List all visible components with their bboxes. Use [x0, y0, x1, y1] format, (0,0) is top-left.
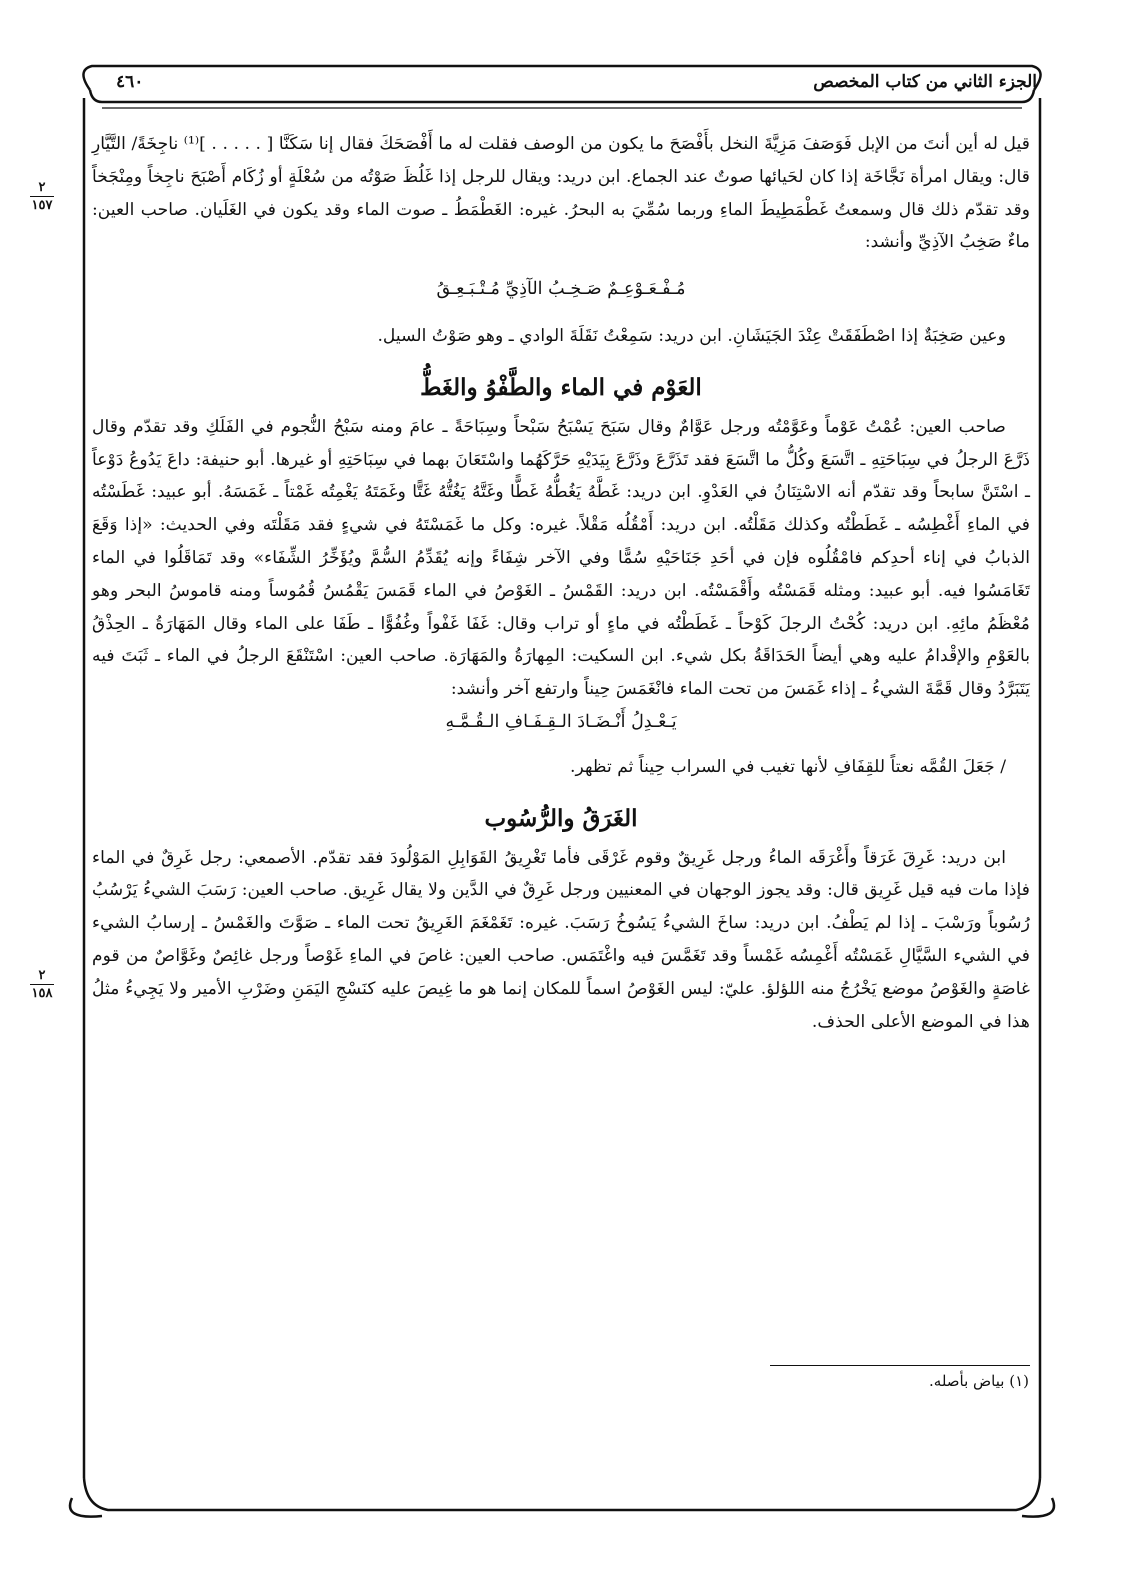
margin-reference-folio: ١٥٨ [31, 986, 53, 1001]
paragraph: / جَعَلَ القُمَّه نعتاً للقِفَافِ لأنها تغيب في السراب حِيناً ثم تظهر. [570, 756, 1006, 777]
paragraph: صاحب العين: عُمْتُ عَوْماً وعَوَّمْتُه ورجل عَوَّامٌ وقال سَبَحَ يَسْبَحُ سَبْحاً وسِبَاحَةً ـ عامَ ومنه سَبْحُ النُّجوم في الفَلَكِ وقد تقدّم وقال ذَرَّعَ الرجلُ في سِبَاحَتِهِ ـ اتَّسَعَ وكُلُّ ما اتَّسَعَ فقد تَذَرَّعَ وذَرَّعَ بِيَدَيْهِ حَرَّكَهُما واسْتَعَانَ بهما في سِبَاحَتِهِ أو غيرها. أبو حنيفة: داعَ يَدُوعُ دَوْعاً ـ اسْتَنَّ سابحاً وقد تقدّم أنه الاسْتِنَانُ في العَدْوِ. ابن دريد: غَطَّهُ يَغُطُّهُ غَطًّا وغَتَّهُ يَغُتُّهُ غَتًّا وغَمَتَهُ يَغْمِتُه غَمْتاً ـ غَمَسَهُ. أبو عبيد: غَطَسْتُه في الماءِ أَغْطِسُه ـ غَطَطْتُه وكذلك مَقَلْتُه. ابن دريد: أَمْقُلُه مَقْلاً. غيره: وكل ما غَمَسْتَهُ في شيءٍ فقد مَقَلْتَه وفي الحديث: «إذا وَقَعَ الذبابُ في إناء أحدِكم فامْقُلُوه فإن في أحَدِ جَنَاحَيْهِ سُمًّا وفي الآخر شِفَاءً وإنه يُقَدِّمُ السُّمَّ ويُؤَخِّرُ الشِّفَاء» وقد تَمَاقَلُوا في الماء تَغَامَسُوا فيه. أبو عبيد: ومثله قَمَسْتُه وأَقْمَسْتُه. ابن دريد: القَمْسُ ـ الغَوْصُ في الماء قَمَسَ يَقْمُسُ قُمُوساً ومنه قاموسُ البحر وهو مُعْظَمُ مائِهِ. ابن دريد: كُحْتُ الرجلَ كَوْحاً ـ غَطَطْتُه في ماءٍ أو تراب وقال: غَفَا غَفْواً وغُفُوًّا ـ طَفَا على الماء وقال المَهَارَةُ ـ الحِذْقُ بالعَوْمِ والإقْدامُ عليه وهي أيضاً الحَدَاقَةُ بكل شيء. ابن السكيت: المِهارَةُ والمَهَارَة. صاحب العين: اسْتَنْقَعَ الرجلُ في الماء ـ ثَبَتَ فيه يَتَبَرَّدُ وقال قَمَّةَ الشيءُ ـ إذاء غَمَسَ من تحت الماء فانْغَمَسَ حِيناً وارتفع آخر وأنشد: [92, 416, 1030, 700]
margin-reference-folio: ١٥٧ [31, 198, 53, 213]
margin-reference-volume: ٢ [38, 180, 46, 195]
footnote-divider [770, 1365, 1030, 1366]
paragraph: وعين صَخِبَةٌ إذا اصْطَفَقَتْ عِنْدَ الجَيَشَانِ. ابن دريد: سَمِعْتُ نَقَلَةَ الوادي ـ وهو صَوْتُ السيل. [377, 325, 1006, 346]
page-header [70, 66, 1055, 106]
paragraph: ابن دريد: غَرِقَ غَرَقاً وأَغْرَقَه الماءُ ورجل غَرِيقٌ وقوم غَرْقَى فأما تَغْرِيقُ القَوَابِلِ المَوْلُودَ فقد تقدّم. الأصمعي: رجل غَرِقٌ في الماء فإذا مات فيه قيل غَرِيق قال: وقد يجوز الوجهان في المعنيين ورجل غَرِقٌ في الدَّين ولا يقال غَرِيق. صاحب العين: رَسَبَ الشيءُ يَرْسُبُ رُسُوباً ورَسْبَ ـ إذا لم يَطْفُ. ابن دريد: ساخَ الشيءُ يَسُوخُ رَسَبَ. غيره: تَغَمْغَمَ الغَرِيقُ تحت الماء ـ صَوَّتَ والغَمْسُ ـ إرسابُ الشيء في الشيء السَّيَّالِ غَمَسْتُه أَغْمِسُه غَمْساً وقد تَغَمَّسَ فيه واغْتَمَس. صاحب العين: غاصَ في الماءِ غَوْصاً ورجل غائِصٌ وغَوَّاصٌ من قوم غاصَةٍ والغَوْصُ موضع يَخْرُجُ منه اللؤلؤ. عليّ: ليس الغَوْصُ اسماً للمكان إنما هو ما غِيصَ عليه كنَسْجِ اليَمَنِ وضَرْبِ الأمير ولا يَجِيءُ مثلُ هذا في الموضع الأعلى الحذف. [92, 847, 1031, 1032]
verse-line: مُـفْـعَـوْعِـمٌ صَـخِـبُ الآذِيِّ مُـتْـبَـعِـقُ [436, 279, 686, 300]
margin-reference [24, 180, 60, 213]
page-number: ٤٦٠ [116, 72, 144, 92]
margin-reference-volume: ٢ [38, 968, 46, 983]
section-heading: الغَرَقُ والرُّسُوب [484, 804, 638, 832]
margin-reference [24, 968, 60, 1001]
margin-reference-rule [30, 984, 54, 985]
main-text [92, 128, 1030, 1038]
running-title: الجزء الثاني من كتاب المخصص [813, 72, 1037, 92]
footnote: (١) بياض بأصله. [929, 1372, 1029, 1390]
margin-reference-rule [30, 196, 54, 197]
paragraph: قيل له أين أنتَ من الإبل فَوَصَفَ مَزِيَّةَ النخل بأَفْصَحَ ما يكون من الوصف فقلت له ما أَفْصَحَكَ فقال إنا سَكَنَّا [ . . . . . ]⁽¹⁾ ناجِخَةً/ التَّيَّارِ قال: ويقال امرأة نَجَّاخَة إذا كان لحَيائها صوتٌ عند الجماع. ابن دريد: ويقال للرجل إذا غَلُظَ صَوْتُه من سُعْلَةٍ أو زُكَام أَصْبَحَ ناجِخاً ومِنْجَخاً وقد تقدّم ذلك قال وسمعتُ غَطْمَطِيطَ الماءِ وربما سُمِّيَ به البحرُ. غيره: الغَطْمَطُ ـ صوت الماء وقد يكون في الغَلَيان. صاحب العين: ماءٌ صَخِبُ الآذِيِّ وأنشد: [92, 134, 1030, 253]
verse-line: يَـعْـدِلُ أَنْـضَـادَ الـقِـفَـافِ الـقُـمَّـهِ [445, 711, 677, 732]
section-heading: العَوْم في الماء والطَّفْوُ والغَطُّ [420, 373, 702, 401]
